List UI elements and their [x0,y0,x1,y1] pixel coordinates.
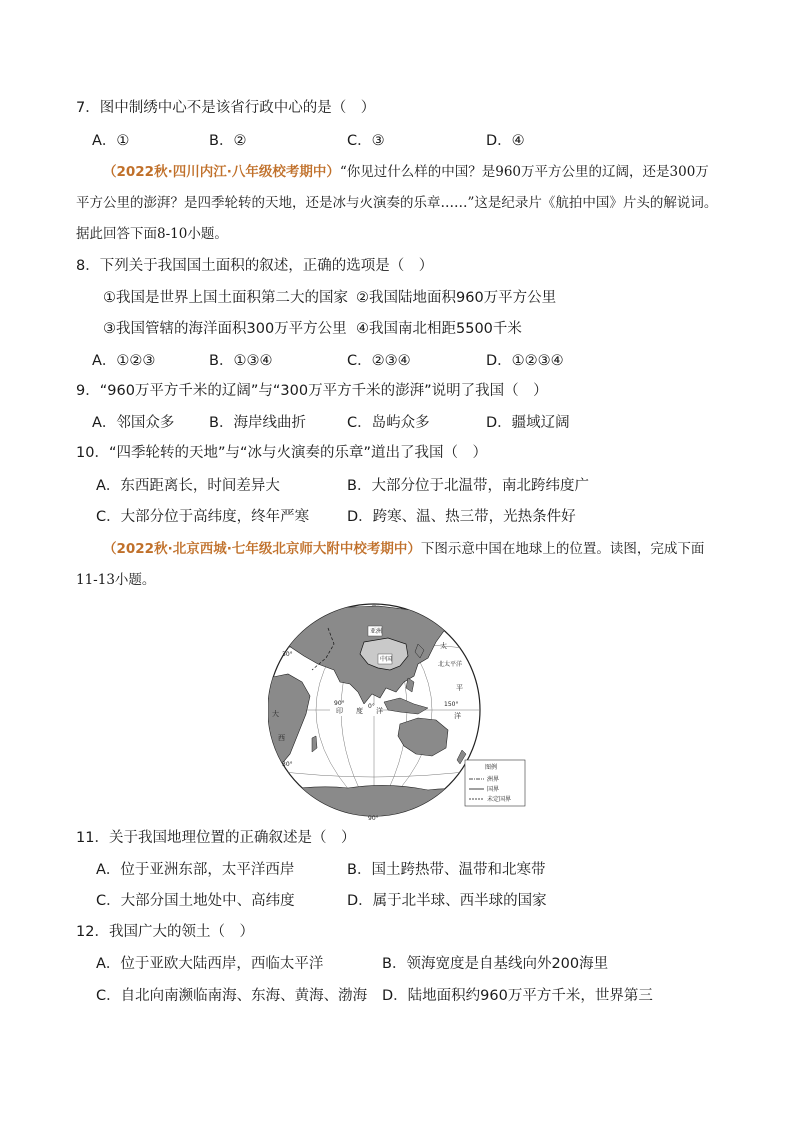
intro-2-text-line2: 11-13小题。 [76,572,156,588]
map-label-yang2: 洋 [376,707,383,715]
map-label-e90: 90° [334,700,345,707]
question-10-option-b[interactable]: B．大部分位于北温带，南北跨纬度广 [347,478,589,494]
question-11-option-a[interactable]: A．位于亚洲东部，太平洋西岸 [96,862,295,878]
intro-1-text-line2: 平方公里的澎湃？是四季轮转的天地，还是冰与火演奏的乐章……”这是纪录片《航拍中国》片头的解说词。 [76,195,718,211]
intro-1-text-line1: “你见过什么样的中国？是960万平方公里的辽阔，还是300万 [339,164,709,180]
intro-2-text-line1: 下图示意中国在地球上的位置。读图，完成下面 [420,541,705,557]
map-label-e150: 150° [444,701,459,708]
question-10-stem: 10．“四季轮转的天地”与“冰与火演奏的乐章”道出了我国（ ） [76,445,487,461]
question-8-option-d[interactable]: D．①②③④ [486,353,564,369]
legend-continent-boundary: 洲界 [487,776,500,783]
question-12-option-a[interactable]: A．位于亚欧大陆西岸，西临太平洋 [96,956,324,972]
question-8-option-b[interactable]: B．①③④ [209,353,273,369]
map-label-ping: 平 [456,684,463,692]
question-8-statement-1: ①我国是世界上国土面积第二大的国家 [103,290,348,306]
map-label-da: 大 [272,710,279,718]
map-label-xi: 西 [278,734,285,742]
question-11-option-c[interactable]: C．大部分国土地处中、高纬度 [96,893,295,909]
question-10-option-d[interactable]: D．跨寒、温、热三带，光热条件好 [347,509,576,525]
question-8-statement-4: ④我国南北相距5500千米 [356,321,522,337]
question-7-option-c[interactable]: C．③ [347,133,385,149]
map-label-0: 0° [368,703,375,710]
question-8-statement-2: ②我国陆地面积960万平方公里 [356,290,557,306]
map-label-du: 度 [356,707,363,715]
map-label-tai: 太 [440,642,447,650]
map-label-s30: 30° [282,761,293,768]
map-legend [465,760,525,806]
map-label-asia: 亚洲 [370,628,383,635]
question-7-option-d[interactable]: D．④ [486,133,525,149]
question-8-stem: 8．下列关于我国国土面积的叙述，正确的选项是（ ） [76,258,434,274]
map-label-north-pacific: 北太平洋 [438,661,463,668]
question-8-option-a[interactable]: A．①②③ [92,353,156,369]
map-label-s90: 90° [368,815,379,820]
question-7-stem: 7．图中制绣中心不是该省行政中心的是（ ） [76,100,376,116]
globe-map [268,598,528,820]
legend-title: 图例 [485,764,498,771]
question-10-option-a[interactable]: A．东西距离长，时间差异大 [96,478,280,494]
question-9-option-a[interactable]: A．邻国众多 [92,415,175,431]
map-label-china: 中国 [380,656,393,663]
map-label-yin: 印 [336,707,343,715]
intro-1-source: （2022秋·四川内江·八年级校考期中） [103,164,340,180]
legend-national-boundary: 国界 [487,786,500,793]
intro-paragraph-1 [103,157,723,188]
question-9-stem: 9．“960万平方千米的辽阔”与“300万平方千米的澎湃”说明了我国（ ） [76,383,548,399]
question-12-option-b[interactable]: B．领海宽度是自基线向外200海里 [382,956,609,972]
question-7-option-a[interactable]: A．① [92,133,130,149]
legend-undefined-boundary: 未定国界 [487,796,512,803]
question-8-option-c[interactable]: C．②③④ [347,353,411,369]
question-12-option-c[interactable]: C．自北向南濒临南海、东海、黄海、渤海 [96,988,368,1004]
map-label-yang: 洋 [454,712,461,720]
question-7-option-b[interactable]: B．② [209,133,247,149]
question-10-option-c[interactable]: C．大部分位于高纬度，终年严寒 [96,509,310,525]
intro-paragraph-2 [103,534,704,565]
question-12-option-d[interactable]: D．陆地面积约960万平方千米，世界第三 [382,988,653,1004]
globe-map-svg [268,598,528,820]
question-9-option-b[interactable]: B．海岸线曲折 [209,415,306,431]
question-12-stem: 12．我国广大的领土（ ） [76,924,254,940]
intro-1-text-line3: 据此回答下面8-10小题。 [76,226,228,242]
question-9-option-d[interactable]: D．疆域辽阔 [486,415,570,431]
question-8-statement-3: ③我国管辖的海洋面积300万平方公里 [103,321,347,337]
question-11-option-d[interactable]: D．属于北半球、西半球的国家 [347,893,547,909]
question-11-stem: 11．关于我国地理位置的正确叙述是（ ） [76,830,356,846]
map-label-n30: 30° [282,651,293,658]
intro-2-source: （2022秋·北京西城·七年级北京师大附中校考期中） [103,541,421,557]
question-9-option-c[interactable]: C．岛屿众多 [347,415,430,431]
question-11-option-b[interactable]: B．国土跨热带、温带和北寒带 [347,862,546,878]
